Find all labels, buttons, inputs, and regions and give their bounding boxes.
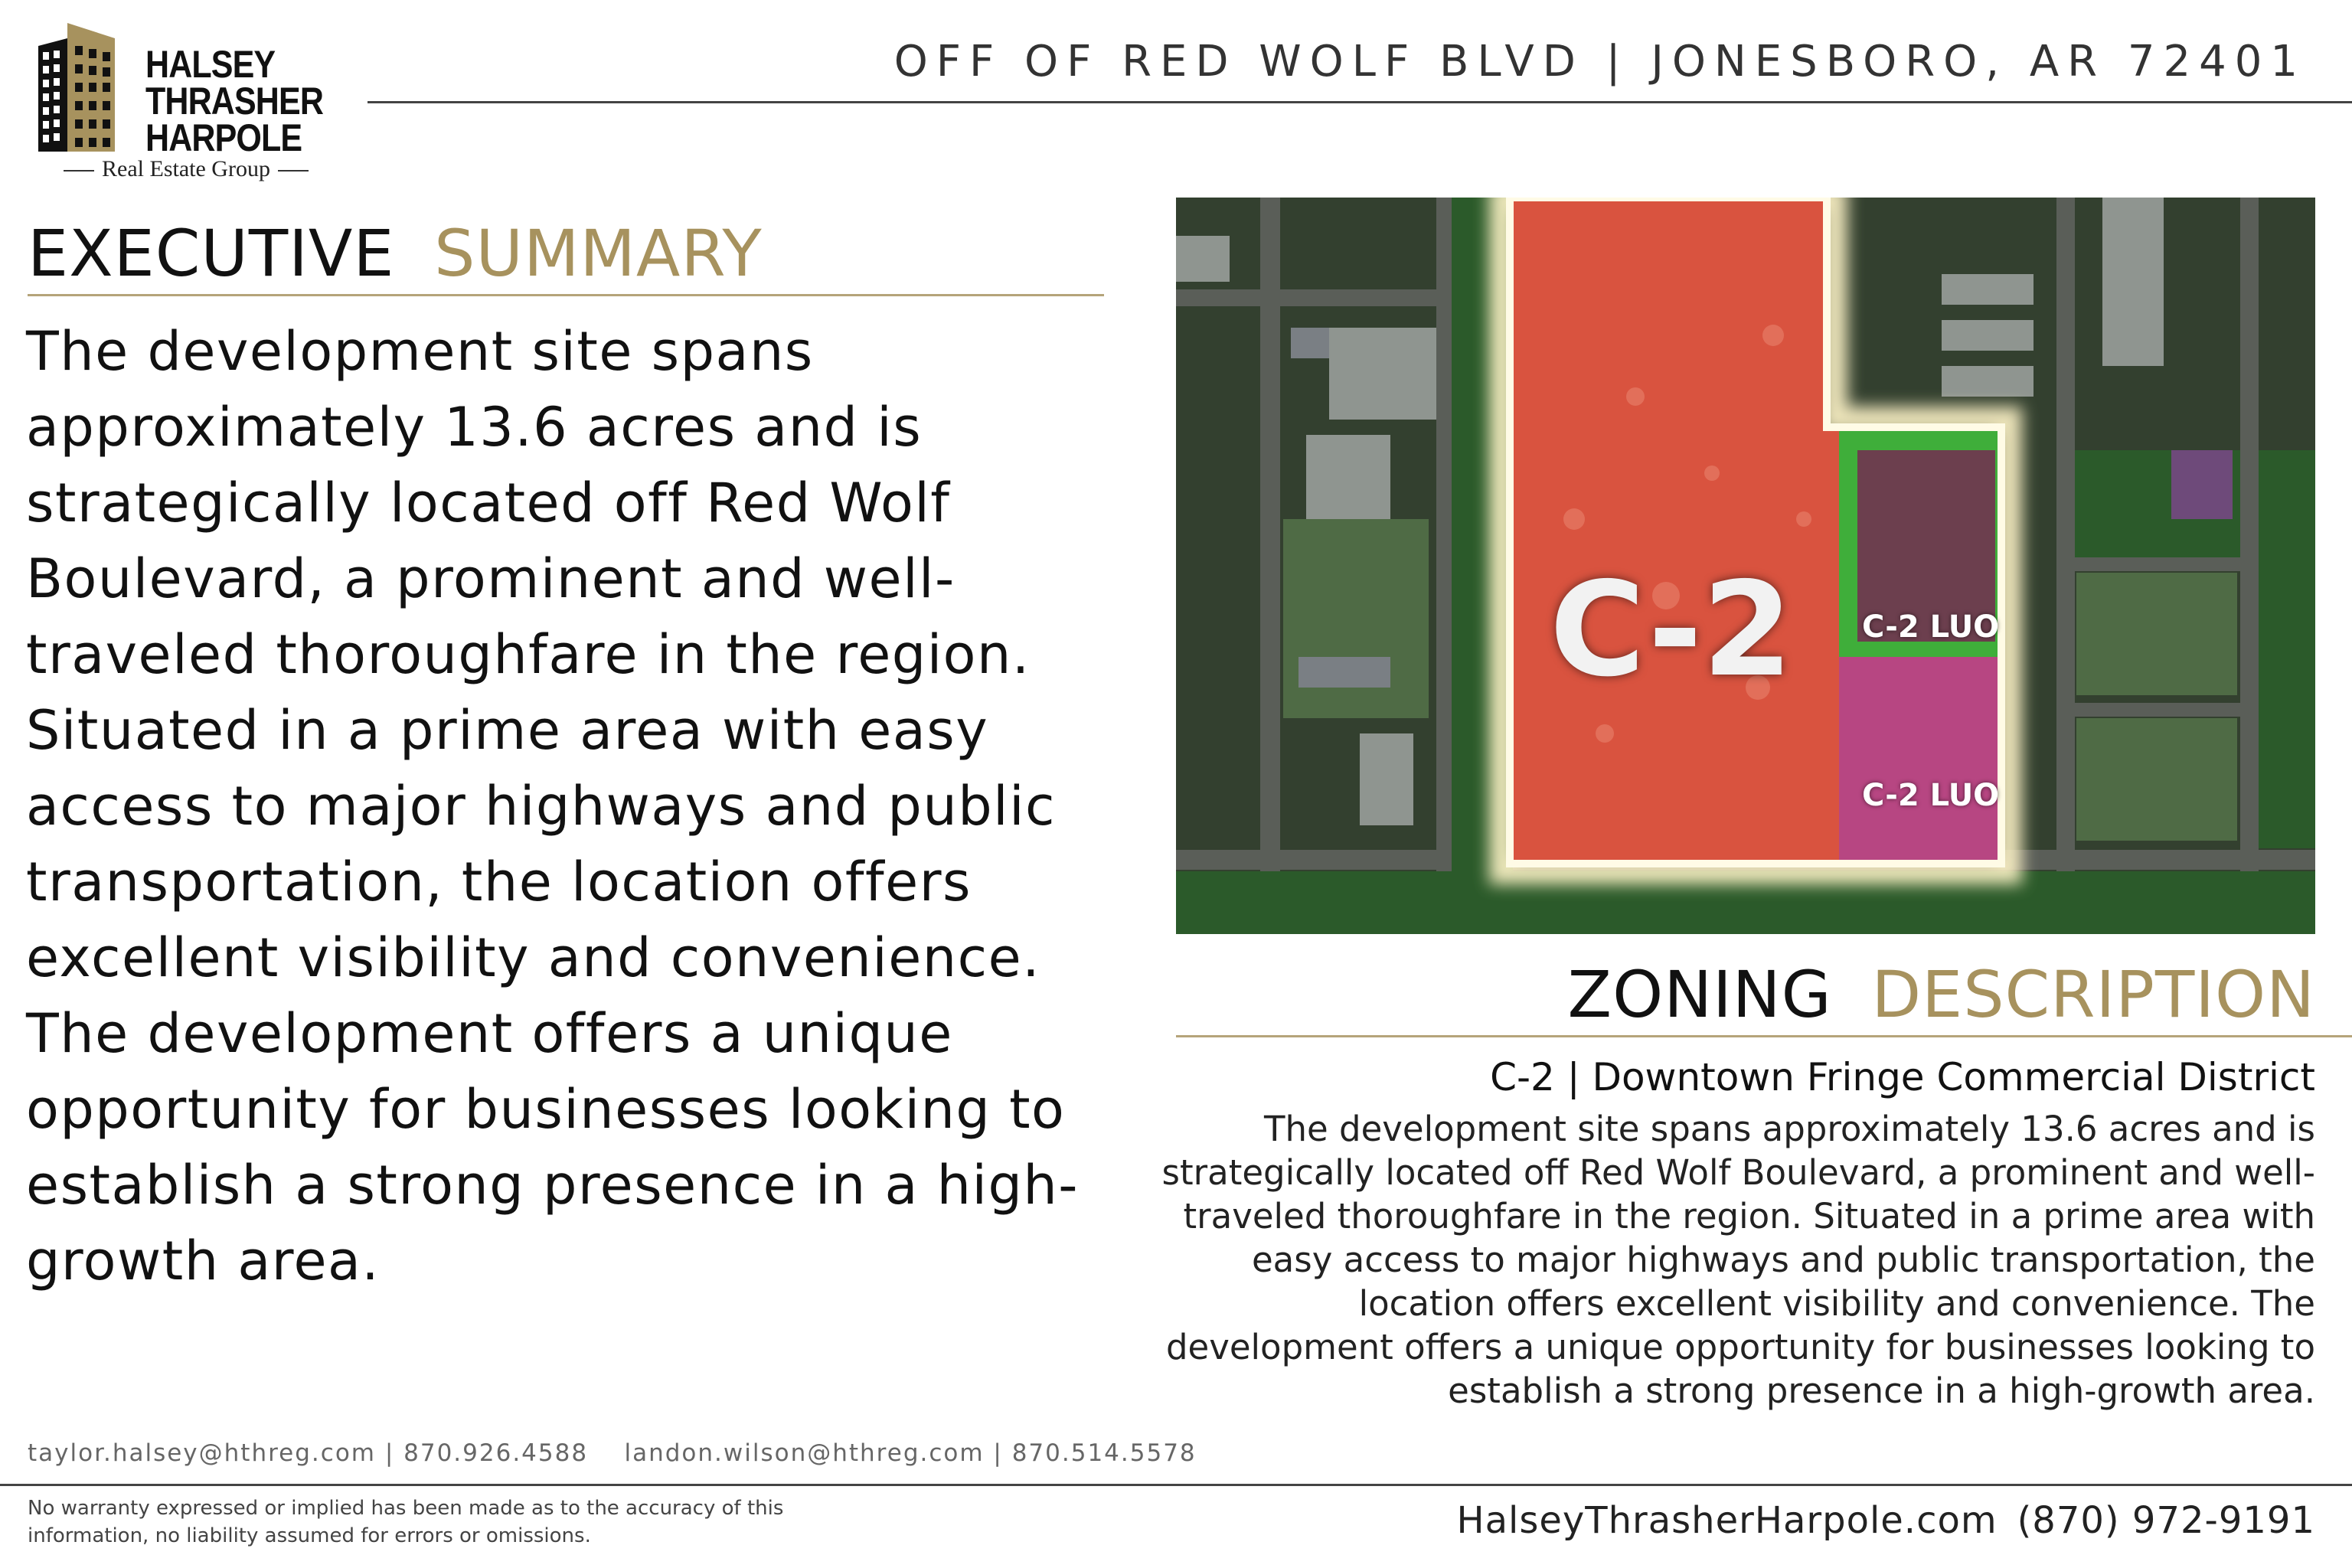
logo-line-halsey: HALSEY [145,43,276,86]
zoning-description-heading [1568,957,2315,1032]
building-logo-icon [23,15,145,153]
logo-line-harpole: HARPOLE [145,116,302,159]
zoning-divider [1176,1035,2352,1037]
contact-info: taylor.halsey@hthreg.com | 870.926.4588 landon.wilson@hthreg.com | 870.514.5578 [28,1439,1197,1467]
logo-tagline-text: Real Estate Group [102,156,270,181]
logo-wordmark [145,43,324,159]
website-link[interactable]: HalseyThrasherHarpole.com [1456,1499,1998,1542]
executive-summary-heading-primary: EXECUTIVE [28,216,395,291]
executive-summary-heading-accent: SUMMARY [434,216,763,291]
footer-contact [1456,1499,2315,1542]
zoning-description-body: The development site spans approximately 13.6 acres and is strategically located off Red Wolf Boulevard, a prominent and well-traveled thoroughfare in the region. Situated in a prime area with easy access to major highways and public transportation, the location offers excellent visibility and convenience. The development offers a unique opportunity for businesses looking to establish a strong presence in a high-growth area. [1161,1109,2315,1411]
zoning-heading-accent: DESCRIPTION [1871,957,2315,1032]
aerial-zoning-map [1176,198,2315,934]
header-divider [368,101,2352,103]
zone-label-c2: C-2 [1550,554,1793,706]
company-logo[interactable] [23,15,345,184]
phone-number[interactable]: (870) 972-9191 [2017,1499,2315,1542]
zone-label-c2-luo-lower: C-2 LUO [1862,778,2000,813]
zoning-heading-primary: ZONING [1567,957,1832,1032]
executive-summary-divider [28,294,1104,296]
zone-label-c2-luo-upper: C-2 LUO [1862,609,2000,645]
logo-line-thrasher: THRASHER [145,80,324,122]
zoning-subtitle: C-2 | Downtown Fringe Commercial District [1490,1055,2315,1099]
logo-tagline [37,156,335,182]
executive-summary-body: The development site spans approximately 13.6 acres and is strategically located off Red Wolf Boulevard, a prominent and well-traveled thoroughfare in the region. Situated in a prime area with easy access to major highways and public transportation, the location offers excellent visibility and convenience. The development offers a unique opportunity for businesses looking to establish a strong presence in a high-growth area. [26,320,1080,1292]
header-address: OFF OF RED WOLF BLVD | JONESBORO, AR 72401 [893,37,2306,87]
executive-summary-heading [28,216,763,291]
footer-divider [0,1484,2352,1486]
disclaimer-text: No warranty expressed or implied has been made as to the accuracy of this information, no liability assumed for errors or omissions. [28,1497,784,1547]
